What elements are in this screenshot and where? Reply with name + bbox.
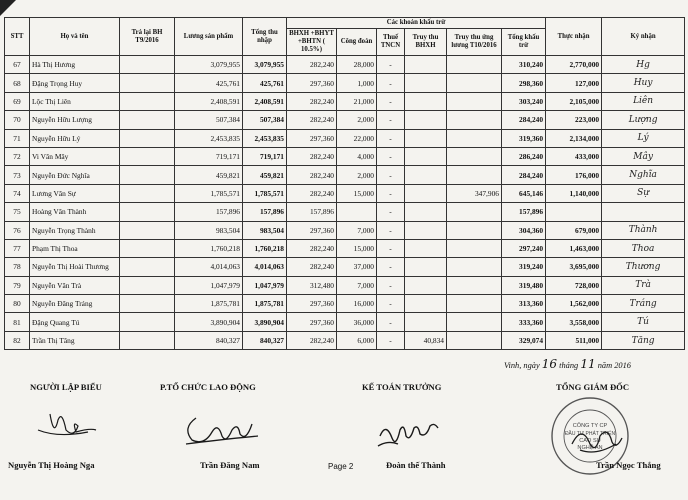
cell-ttu	[447, 203, 502, 221]
cell-tong: 3,079,955	[243, 56, 287, 74]
cell-ttu	[447, 258, 502, 276]
cell-ttu	[447, 74, 502, 92]
cell-tkt: 329,074	[502, 331, 546, 349]
cell-stt: 81	[5, 313, 30, 331]
cell-ttbh	[405, 56, 447, 74]
cell-name: Lương Văn Sự	[30, 184, 120, 202]
date-line	[504, 357, 631, 371]
cell-luong: 425,761	[175, 74, 243, 92]
cell-tkt: 286,240	[502, 147, 546, 165]
cell-stt: 70	[5, 111, 30, 129]
cell-tra-lai	[120, 221, 175, 239]
cell-sig: Mây	[602, 147, 685, 165]
cell-stt: 72	[5, 147, 30, 165]
cell-bh: 282,240	[287, 166, 337, 184]
cell-ttbh	[405, 111, 447, 129]
cell-ttu	[447, 111, 502, 129]
cell-cd: 21,000	[337, 92, 377, 110]
cell-tong: 425,761	[243, 74, 287, 92]
cell-thue: -	[377, 295, 405, 313]
cell-tkt: 319,240	[502, 258, 546, 276]
cell-bh: 282,240	[287, 111, 337, 129]
cell-name: Nguyễn Đăng Tráng	[30, 295, 120, 313]
cell-tong: 983,504	[243, 221, 287, 239]
cell-luong: 719,171	[175, 147, 243, 165]
cell-bh: 282,240	[287, 331, 337, 349]
cell-thue: -	[377, 331, 405, 349]
cell-thue: -	[377, 166, 405, 184]
cell-tra-lai	[120, 184, 175, 202]
cell-luong: 1,785,571	[175, 184, 243, 202]
cell-stt: 73	[5, 166, 30, 184]
table-row	[5, 111, 685, 129]
cell-sig: Thương	[602, 258, 685, 276]
cell-tra-lai	[120, 56, 175, 74]
cell-luong: 3,079,955	[175, 56, 243, 74]
cell-thue: -	[377, 111, 405, 129]
cell-bh: 312,480	[287, 276, 337, 294]
date-prefix: Vinh, ngày	[504, 361, 540, 370]
stamp-line-2: ĐẦU TƯ PHÁT TRIỂN	[564, 431, 616, 437]
cell-name: Đặng Quang Tú	[30, 313, 120, 331]
cell-tong: 1,760,218	[243, 239, 287, 257]
cell-sig: Liên	[602, 92, 685, 110]
table-row	[5, 166, 685, 184]
cell-tra-lai	[120, 295, 175, 313]
name-thang: Trần Ngọc Thắng	[596, 460, 661, 470]
cell-tn: 176,000	[546, 166, 602, 184]
cell-tkt: 310,240	[502, 56, 546, 74]
cell-name: Nguyễn Văn Trà	[30, 276, 120, 294]
cell-luong: 507,384	[175, 111, 243, 129]
cell-tra-lai	[120, 203, 175, 221]
role-ke-toan: KẾ TOÁN TRƯỞNG	[362, 382, 442, 392]
cell-ttbh	[405, 295, 447, 313]
cell-ttbh	[405, 92, 447, 110]
table-row	[5, 203, 685, 221]
table-row	[5, 221, 685, 239]
cell-tra-lai	[120, 74, 175, 92]
cell-bh: 297,360	[287, 221, 337, 239]
cell-thue: -	[377, 313, 405, 331]
cell-luong: 1,760,218	[175, 239, 243, 257]
cell-tong: 507,384	[243, 111, 287, 129]
cell-name: Hoàng Văn Thành	[30, 203, 120, 221]
cell-name: Vi Văn Mây	[30, 147, 120, 165]
cell-name: Phạm Thị Thoa	[30, 239, 120, 257]
cell-sig: Lý	[602, 129, 685, 147]
cell-luong: 4,014,063	[175, 258, 243, 276]
payroll-rows	[5, 56, 685, 350]
col-tra-lai: Trả lại BH T9/2016	[120, 18, 175, 56]
cell-bh: 282,240	[287, 56, 337, 74]
cell-luong: 157,896	[175, 203, 243, 221]
cell-stt: 69	[5, 92, 30, 110]
col-truy-thu-bhxh: Truy thu BHXH	[405, 29, 447, 56]
cell-tkt: 313,360	[502, 295, 546, 313]
cell-sig: Trà	[602, 276, 685, 294]
table-row	[5, 295, 685, 313]
role-to-chuc: P.TỔ CHỨC LAO ĐỘNG	[160, 382, 256, 392]
cell-stt: 68	[5, 74, 30, 92]
cell-luong: 459,821	[175, 166, 243, 184]
cell-bh: 297,360	[287, 295, 337, 313]
cell-tn: 223,000	[546, 111, 602, 129]
cell-tra-lai	[120, 147, 175, 165]
cell-ttbh	[405, 258, 447, 276]
cell-thue: -	[377, 203, 405, 221]
cell-tn: 2,105,000	[546, 92, 602, 110]
cell-ttu	[447, 313, 502, 331]
cell-tkt: 304,360	[502, 221, 546, 239]
role-nguoi-lap-bieu: NGƯỜI LẬP BIỂU	[30, 382, 102, 392]
cell-luong: 3,890,904	[175, 313, 243, 331]
cell-stt: 75	[5, 203, 30, 221]
scan-shadow	[0, 0, 16, 16]
cell-stt: 67	[5, 56, 30, 74]
table-row	[5, 129, 685, 147]
col-tong-thu-nhap: Tổng thu nhập	[243, 18, 287, 56]
cell-sig	[602, 203, 685, 221]
cell-tra-lai	[120, 239, 175, 257]
signature-nga	[28, 404, 108, 444]
cell-tn: 3,558,000	[546, 313, 602, 331]
cell-tra-lai	[120, 111, 175, 129]
date-month: 11	[580, 357, 596, 371]
cell-tkt: 284,240	[502, 166, 546, 184]
cell-thue: -	[377, 74, 405, 92]
table-row	[5, 92, 685, 110]
cell-cd: 2,000	[337, 111, 377, 129]
role-tong-giam-doc: TỔNG GIÁM ĐỐC	[556, 382, 630, 392]
cell-ttu	[447, 276, 502, 294]
cell-thue: -	[377, 276, 405, 294]
cell-sig: Thành	[602, 221, 685, 239]
stamp-line-3: CAO SU	[579, 438, 601, 444]
cell-stt: 71	[5, 129, 30, 147]
name-nam: Trần Đăng Nam	[200, 460, 260, 470]
cell-ttu	[447, 221, 502, 239]
table-row	[5, 313, 685, 331]
cell-ttu: 347,906	[447, 184, 502, 202]
cell-ttbh	[405, 184, 447, 202]
cell-tkt: 284,240	[502, 111, 546, 129]
cell-tn: 1,140,000	[546, 184, 602, 202]
table-row	[5, 276, 685, 294]
cell-cd: 36,000	[337, 313, 377, 331]
cell-ttu	[447, 331, 502, 349]
cell-thue: -	[377, 258, 405, 276]
signature-thang	[566, 420, 626, 460]
date-year: năm 2016	[597, 361, 631, 370]
cell-tong: 1,047,979	[243, 276, 287, 294]
payroll-table	[4, 17, 685, 350]
cell-ttbh	[405, 74, 447, 92]
cell-tn: 2,770,000	[546, 56, 602, 74]
cell-ttu	[447, 239, 502, 257]
cell-thue: -	[377, 184, 405, 202]
cell-name: Hà Thị Hương	[30, 56, 120, 74]
cell-sig: Huy	[602, 74, 685, 92]
cell-thue: -	[377, 239, 405, 257]
cell-sig: Nghĩa	[602, 166, 685, 184]
cell-tra-lai	[120, 92, 175, 110]
cell-name: Nguyễn Hữu Lượng	[30, 111, 120, 129]
cell-ttbh	[405, 239, 447, 257]
cell-ttu	[447, 56, 502, 74]
cell-tkt: 303,240	[502, 92, 546, 110]
cell-ttu	[447, 147, 502, 165]
table-row	[5, 184, 685, 202]
cell-ttu	[447, 92, 502, 110]
col-thue: Thuế TNCN	[377, 29, 405, 56]
cell-sig: Hg	[602, 56, 685, 74]
col-luong-sp: Lương sản phẩm	[175, 18, 243, 56]
cell-tn: 1,463,000	[546, 239, 602, 257]
cell-cd: 7,000	[337, 221, 377, 239]
cell-name: Nguyễn Hữu Lý	[30, 129, 120, 147]
cell-ttu	[447, 295, 502, 313]
cell-bh: 297,360	[287, 74, 337, 92]
cell-name: Lộc Thị Liên	[30, 92, 120, 110]
cell-cd: 28,000	[337, 56, 377, 74]
cell-bh: 282,240	[287, 147, 337, 165]
cell-luong: 1,047,979	[175, 276, 243, 294]
cell-tong: 840,327	[243, 331, 287, 349]
cell-tn: 127,000	[546, 74, 602, 92]
cell-tra-lai	[120, 331, 175, 349]
cell-cd: 37,000	[337, 258, 377, 276]
cell-tkt: 297,240	[502, 239, 546, 257]
name-thanh: Đoàn thế Thành	[386, 460, 446, 470]
cell-tn: 433,000	[546, 147, 602, 165]
cell-ttbh	[405, 166, 447, 184]
cell-tong: 4,014,063	[243, 258, 287, 276]
cell-cd: 7,000	[337, 276, 377, 294]
col-name: Họ và tên	[30, 18, 120, 56]
cell-bh: 282,240	[287, 258, 337, 276]
cell-tn: 728,000	[546, 276, 602, 294]
col-stt: STT	[5, 18, 30, 56]
signature-thanh	[372, 416, 452, 452]
cell-tn	[546, 203, 602, 221]
col-tong-khau-tru: Tổng khấu trừ	[502, 29, 546, 56]
cell-luong: 840,327	[175, 331, 243, 349]
cell-tong: 157,896	[243, 203, 287, 221]
table-row	[5, 258, 685, 276]
cell-thue: -	[377, 56, 405, 74]
cell-tkt: 645,146	[502, 184, 546, 202]
cell-name: Trần Thị Tăng	[30, 331, 120, 349]
cell-sig: Lượng	[602, 111, 685, 129]
col-khau-tru-group: Các khoản khấu trừ	[287, 18, 546, 29]
cell-stt: 79	[5, 276, 30, 294]
cell-tra-lai	[120, 166, 175, 184]
cell-thue: -	[377, 147, 405, 165]
cell-tkt: 319,480	[502, 276, 546, 294]
cell-bh: 297,360	[287, 129, 337, 147]
cell-tong: 1,875,781	[243, 295, 287, 313]
cell-stt: 74	[5, 184, 30, 202]
name-nga: Nguyễn Thị Hoàng Nga	[8, 460, 95, 470]
cell-tra-lai	[120, 276, 175, 294]
cell-ttu	[447, 166, 502, 184]
cell-ttbh: 40,834	[405, 331, 447, 349]
cell-ttbh	[405, 221, 447, 239]
cell-stt: 76	[5, 221, 30, 239]
cell-bh: 282,240	[287, 92, 337, 110]
cell-tong: 1,785,571	[243, 184, 287, 202]
cell-cd: 2,000	[337, 166, 377, 184]
cell-sig: Tăng	[602, 331, 685, 349]
cell-cd: 22,000	[337, 129, 377, 147]
cell-name: Nguyễn Trọng Thành	[30, 221, 120, 239]
cell-luong: 2,453,835	[175, 129, 243, 147]
cell-tkt: 157,896	[502, 203, 546, 221]
cell-tong: 459,821	[243, 166, 287, 184]
cell-ttu	[447, 129, 502, 147]
cell-sig: Thoa	[602, 239, 685, 257]
cell-thue: -	[377, 129, 405, 147]
col-cong-doan: Công đoàn	[337, 29, 377, 56]
cell-sig: Sự	[602, 184, 685, 202]
cell-cd: 1,000	[337, 74, 377, 92]
col-truy-thu-ung: Truy thu ứng lương T10/2016	[447, 29, 502, 56]
cell-cd: 16,000	[337, 295, 377, 313]
cell-name: Đặng Trọng Huy	[30, 74, 120, 92]
cell-tra-lai	[120, 129, 175, 147]
cell-stt: 77	[5, 239, 30, 257]
cell-bh: 297,360	[287, 313, 337, 331]
cell-bh: 282,240	[287, 184, 337, 202]
cell-luong: 1,875,781	[175, 295, 243, 313]
cell-cd: 15,000	[337, 239, 377, 257]
cell-tn: 511,000	[546, 331, 602, 349]
cell-tn: 679,000	[546, 221, 602, 239]
cell-cd: 15,000	[337, 184, 377, 202]
stamp-line-1: CÔNG TY CP	[572, 423, 608, 429]
cell-tn: 3,695,000	[546, 258, 602, 276]
signature-nam	[178, 410, 268, 450]
table-row	[5, 239, 685, 257]
table-row	[5, 331, 685, 349]
cell-cd: 4,000	[337, 147, 377, 165]
cell-tn: 2,134,000	[546, 129, 602, 147]
cell-cd: 6,000	[337, 331, 377, 349]
cell-tong: 2,453,835	[243, 129, 287, 147]
cell-ttbh	[405, 147, 447, 165]
date-month-label: tháng	[559, 361, 579, 370]
table-row	[5, 56, 685, 74]
cell-ttbh	[405, 276, 447, 294]
cell-sig: Tráng	[602, 295, 685, 313]
cell-tkt: 333,360	[502, 313, 546, 331]
cell-bh: 157,896	[287, 203, 337, 221]
cell-tkt: 298,360	[502, 74, 546, 92]
table-row	[5, 74, 685, 92]
table-row	[5, 147, 685, 165]
cell-cd	[337, 203, 377, 221]
col-ky-nhan: Ký nhận	[602, 18, 685, 56]
stamp-line-4: NGHỆ AN	[577, 445, 603, 451]
cell-luong: 2,408,591	[175, 92, 243, 110]
cell-thue: -	[377, 92, 405, 110]
cell-ttbh	[405, 203, 447, 221]
cell-luong: 983,504	[175, 221, 243, 239]
page-number: Page 2	[328, 462, 354, 471]
cell-tn: 1,562,000	[546, 295, 602, 313]
date-day: 16	[541, 357, 558, 371]
cell-tong: 3,890,904	[243, 313, 287, 331]
cell-tong: 2,408,591	[243, 92, 287, 110]
cell-thue: -	[377, 221, 405, 239]
cell-name: Nguyễn Đức Nghĩa	[30, 166, 120, 184]
cell-tra-lai	[120, 258, 175, 276]
cell-stt: 80	[5, 295, 30, 313]
cell-stt: 78	[5, 258, 30, 276]
cell-sig: Tú	[602, 313, 685, 331]
col-thuc-nhan: Thực nhận	[546, 18, 602, 56]
cell-name: Nguyễn Thị Hoài Thương	[30, 258, 120, 276]
cell-ttbh	[405, 313, 447, 331]
col-bhxh: BHXH +BHYT +BHTN ( 10.5%)	[287, 29, 337, 56]
cell-tra-lai	[120, 313, 175, 331]
cell-stt: 82	[5, 331, 30, 349]
cell-tkt: 319,360	[502, 129, 546, 147]
cell-ttbh	[405, 129, 447, 147]
cell-tong: 719,171	[243, 147, 287, 165]
cell-bh: 282,240	[287, 239, 337, 257]
